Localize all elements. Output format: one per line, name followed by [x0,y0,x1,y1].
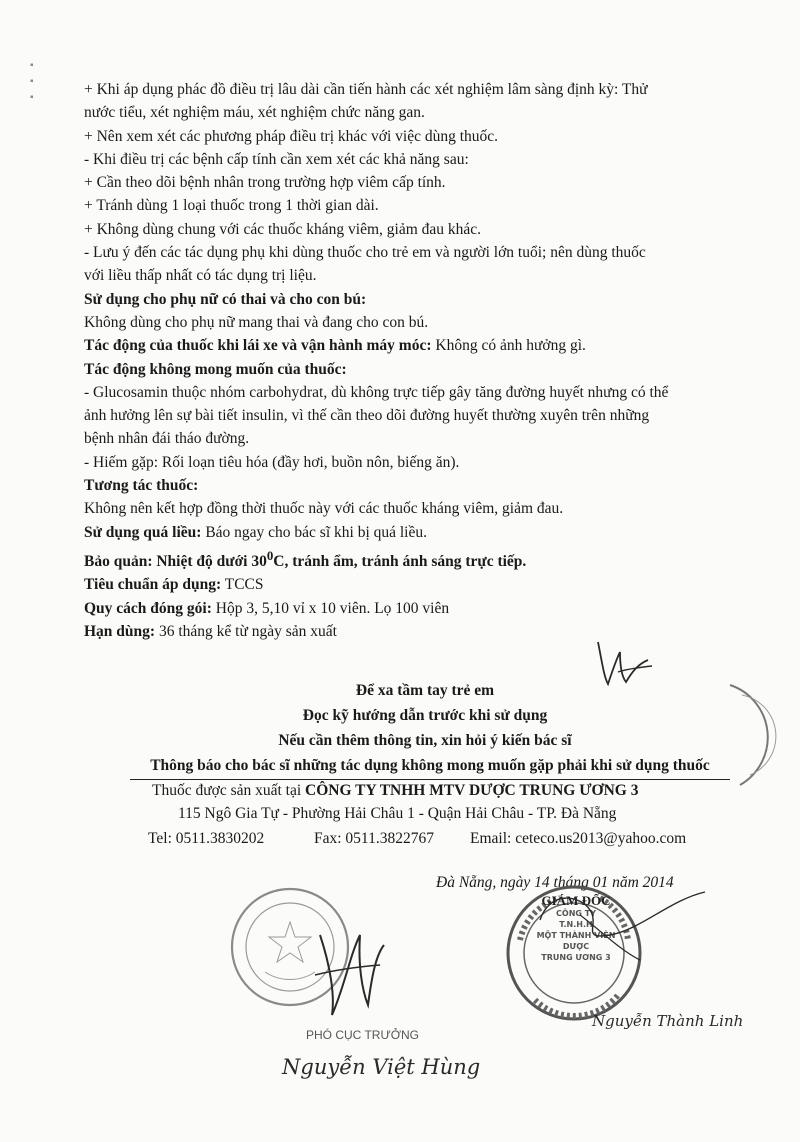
storage-degree: 0 [266,547,274,563]
stamp-line: DƯỢC [562,942,590,951]
interaction-heading: Tương tác thuốc: [84,477,199,495]
driving-line [84,334,774,357]
expiry-line [84,620,774,643]
precaution-line: - Lưu ý đến các tác dụng phụ khi dùng thuốc cho trẻ em và người lớn tuổi; nên dùng thuốc [84,244,646,262]
expiry-text: 36 tháng kể từ ngày sản xuất [155,622,337,640]
expiry-heading: Hạn dùng: [84,622,156,640]
leaflet-body [84,78,774,643]
storage-text-b: C, tránh ẩm, tránh ánh sáng trực tiếp. [273,553,527,571]
precaution-line: + Tránh dùng 1 loại thuốc trong 1 thời gian dài. [84,197,379,215]
manufacturer-address: 115 Ngô Gia Tự - Phường Hải Châu 1 - Quận Hải Châu - TP. Đà Nẵng [178,805,617,822]
divider-rule [130,779,730,780]
overdose-heading: Sử dụng quá liều: [84,523,202,541]
margin-marks: ▪ ▪ ▪ [30,60,34,103]
precaution-line: - Khi điều trị các bệnh cấp tính cần xem xét các khả năng sau: [84,150,469,168]
manufacturer-fax: Fax: 0511.3822767 [314,830,434,847]
director-name: Nguyễn Thành Linh [592,1012,744,1030]
side-effect-line: ảnh hưởng lên sự bài tiết insulin, vì thế cần theo dõi đường huyết thường xuyên trên những [84,407,650,425]
packing-heading: Quy cách đóng gói: [84,599,212,617]
packing-line [84,597,774,620]
overdose-line [84,521,774,544]
standard-heading: Tiêu chuẩn áp dụng: [84,576,222,594]
packing-text: Hộp 3, 5,10 vỉ x 10 viên. Lọ 100 viên [211,599,450,617]
driving-heading: Tác động của thuốc khi lái xe và vận hành máy móc: [84,337,432,355]
stamp-line: CÔNG TY [556,909,596,918]
warning-4: Thông báo cho bác sĩ những tác dụng không mong muốn gặp phải khi sử dụng thuốc [150,757,710,774]
standard-line [84,573,774,596]
precaution-line: với liều thấp nhất có tác dụng trị liệu. [84,267,317,285]
deputy-title: PHÓ CỤC TRƯỞNG [306,1028,419,1042]
precaution-line: + Không dùng chung với các thuốc kháng viêm, giảm đau khác. [84,220,482,238]
side-effects-heading: Tác động không mong muốn của thuốc: [84,360,347,378]
driving-text: Không có ảnh hưởng gì. [431,337,586,355]
storage-line [84,544,774,573]
side-effect-line: - Glucosamin thuộc nhóm carbohydrat, dù không trực tiếp gây tăng đường huyết nhưng có thể [84,383,669,401]
director-title: GIÁM ĐỐC [541,893,611,908]
overdose-text: Báo ngay cho bác sĩ khi bị quá liều. [201,523,427,541]
pregnancy-text: Không dùng cho phụ nữ mang thai và đang cho con bú. [84,313,429,331]
precaution-line: + Nên xem xét các phương pháp điều trị khác với việc dùng thuốc. [84,127,499,145]
side-effect-line: bệnh nhân đái tháo đường. [84,430,250,448]
standard-text: TCCS [221,576,264,594]
storage-text-a: Bảo quản: Nhiệt độ dưới 30 [84,553,267,571]
precaution-line: + Cần theo dõi bệnh nhân trong trường hợp viêm cấp tính. [84,174,446,192]
deputy-signature [310,915,390,1025]
edge-stamp [720,680,780,790]
manufacturer-name: CÔNG TY TNHH MTV DƯỢC TRUNG ƯƠNG 3 [305,782,639,799]
warning-2: Đọc kỹ hướng dẫn trước khi sử dụng [302,707,548,724]
director-signature [520,880,720,1000]
stamp-line: T.N.H.H [559,920,593,929]
warning-1: Để xa tầm tay trẻ em [355,682,495,699]
pregnancy-heading: Sử dụng cho phụ nữ có thai và cho con bú: [84,290,367,308]
side-effect-line: - Hiếm gặp: Rối loạn tiêu hóa (đầy hơi, buồn nôn, biếng ăn). [84,453,460,471]
warning-3: Nếu cần thêm thông tin, xin hỏi ý kiến bác sĩ [278,732,572,749]
place-date: Đà Nẵng, ngày 14 tháng 01 năm 2014 [436,874,674,891]
precaution-line: nước tiểu, xét nghiệm máu, xét nghiệm chức năng gan. [84,104,425,122]
manufacturer-email: Email: ceteco.us2013@yahoo.com [470,830,687,847]
manufacturer-tel: Tel: 0511.3830202 [148,830,265,847]
manufacturer-line [152,782,638,800]
stamp-line: TRUNG ƯƠNG 3 [541,953,611,962]
interaction-text: Không nên kết hợp đồng thời thuốc này với các thuốc kháng viêm, giảm đau. [84,500,564,518]
precaution-lines [84,78,774,288]
deputy-name: Nguyễn Việt Hùng [282,1055,481,1079]
side-effects-lines [84,381,774,474]
manufacturer-prefix: Thuốc được sản xuất tại [152,782,306,799]
precaution-line: + Khi áp dụng phác đồ điều trị lâu dài cần tiến hành các xét nghiệm lâm sàng định kỳ: Thử [84,81,648,98]
stamp-line: MỘT THÀNH VIÊN [536,931,616,940]
